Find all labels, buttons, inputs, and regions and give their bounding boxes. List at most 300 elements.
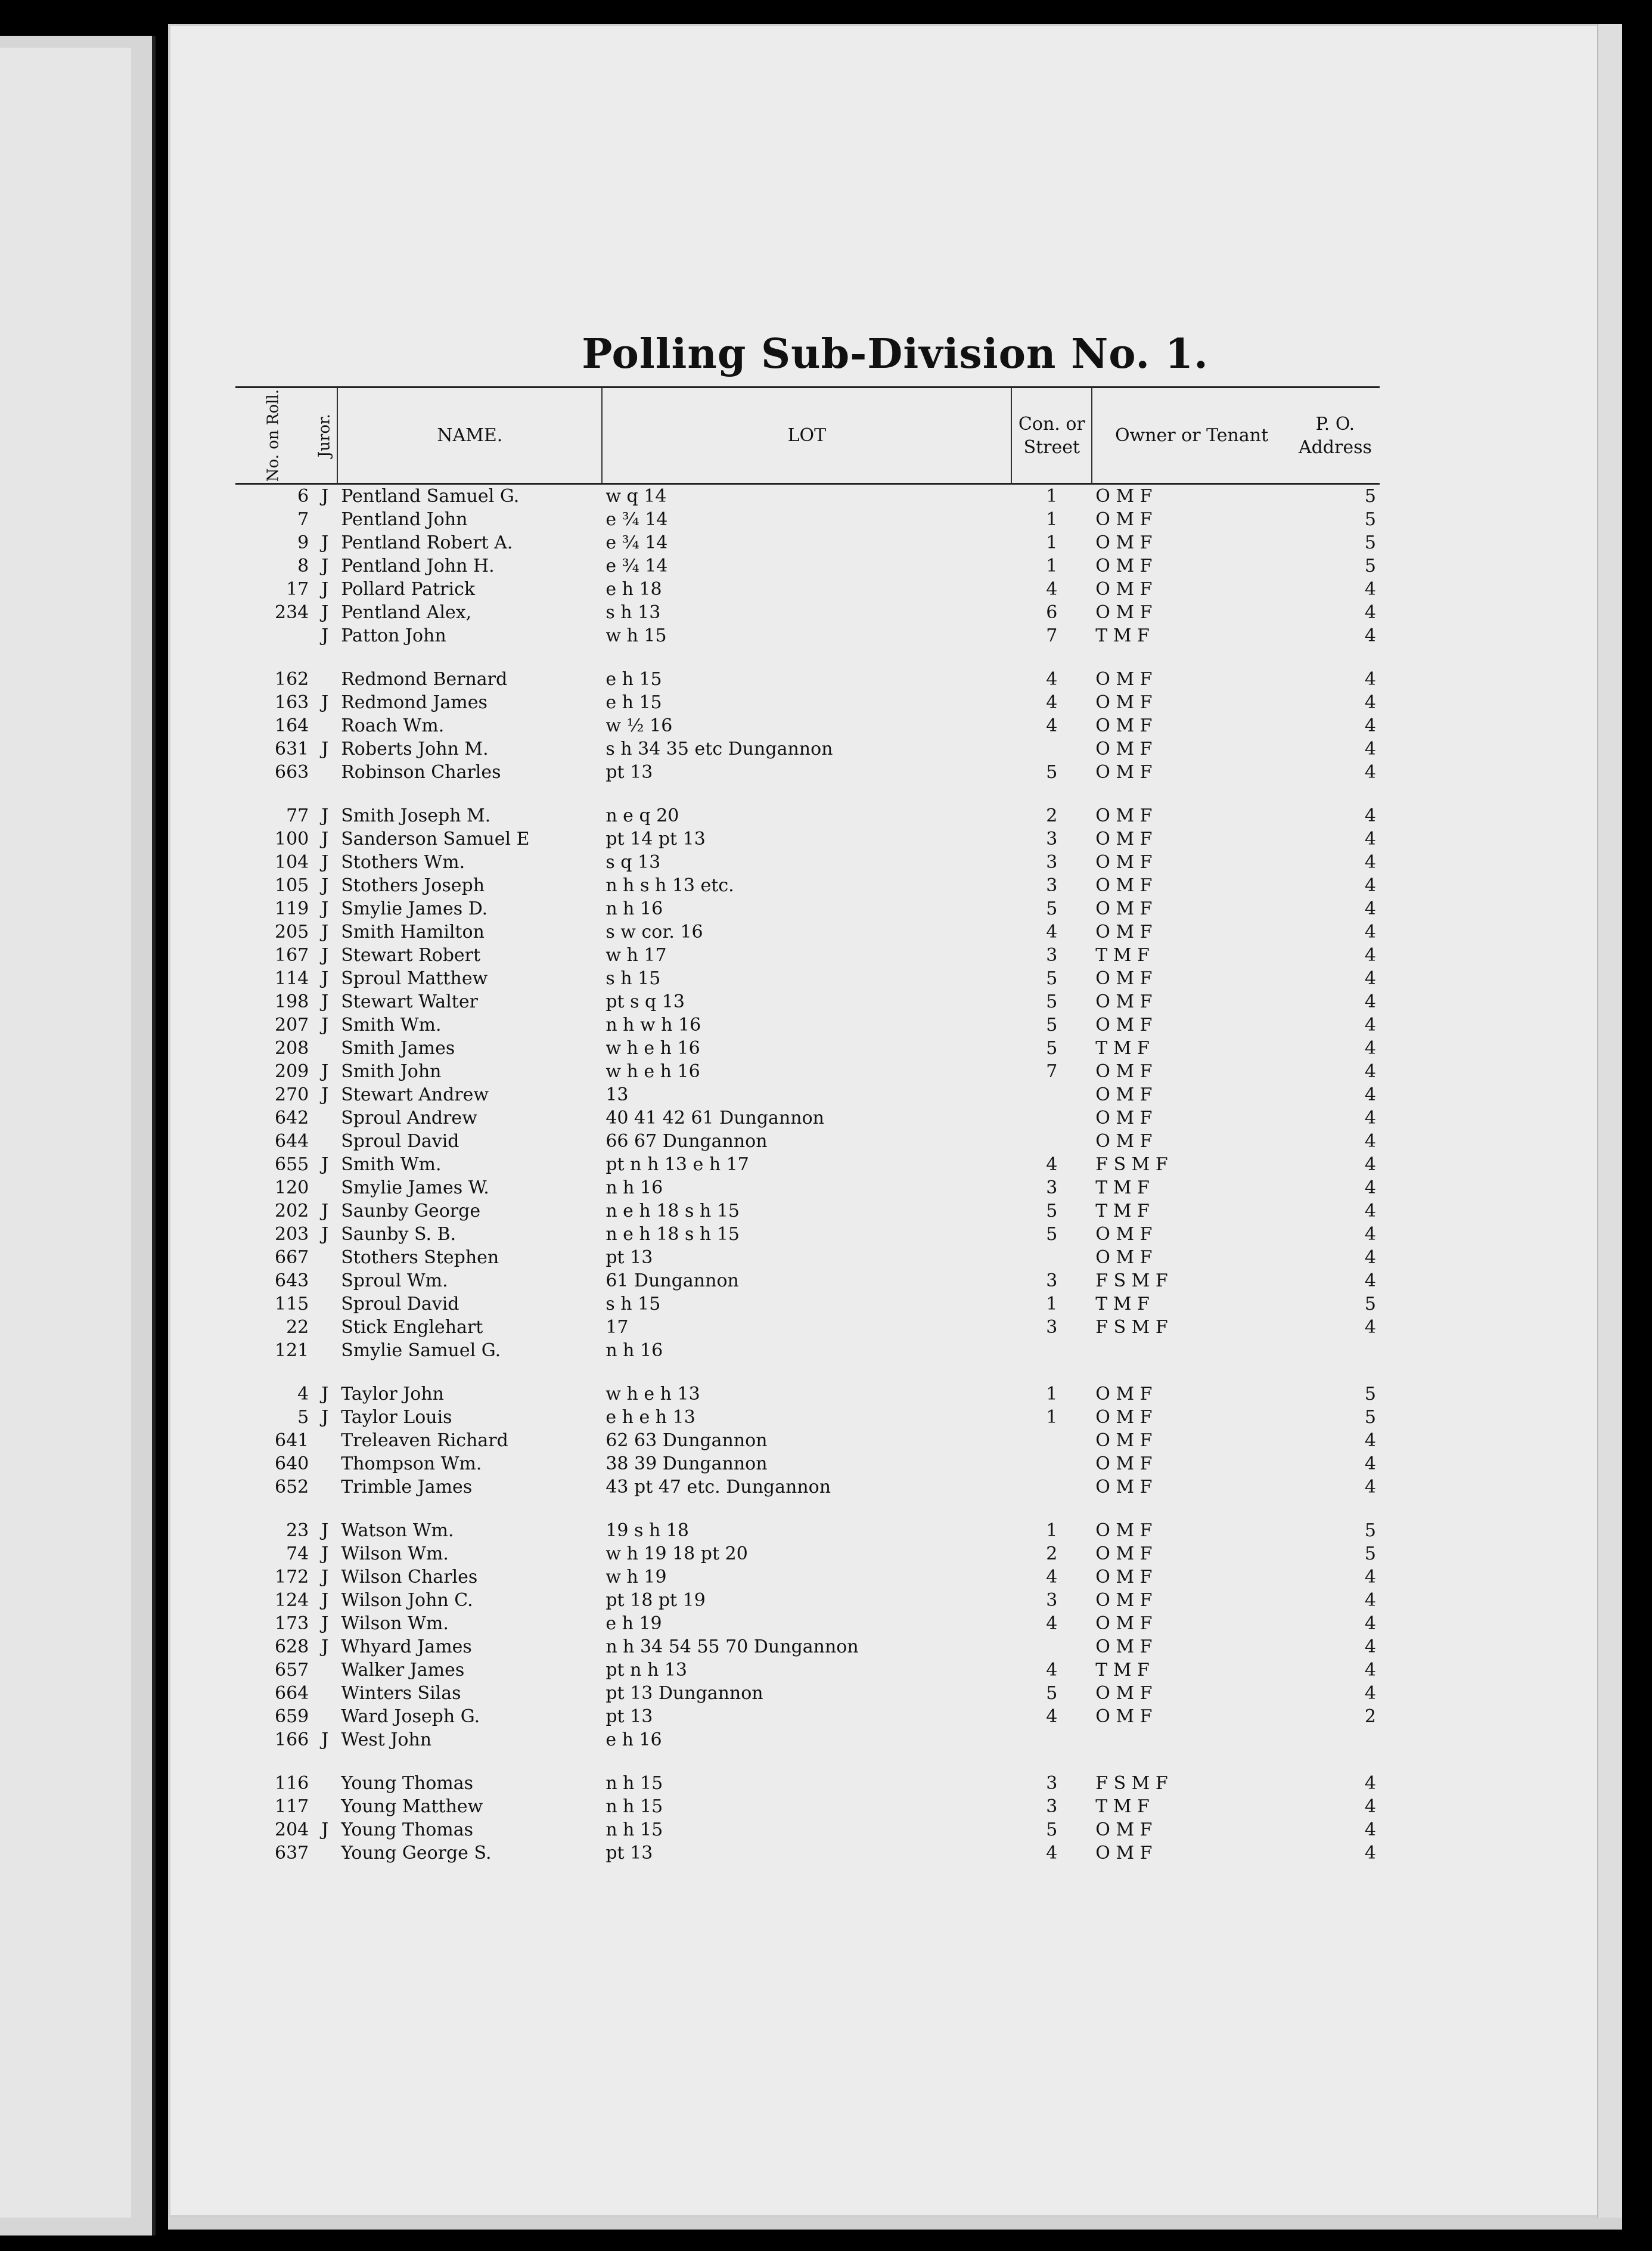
cell-j bbox=[312, 1772, 337, 1795]
cell-own: O M F bbox=[1095, 1015, 1153, 1036]
cell-own: O M F bbox=[1095, 1843, 1153, 1864]
table-row bbox=[235, 1658, 1380, 1682]
group-spacer bbox=[235, 1499, 1380, 1519]
cell-con: 1 bbox=[1046, 1407, 1058, 1428]
cell-no: 124 bbox=[274, 1590, 309, 1611]
cell-po: 4 bbox=[1364, 1061, 1376, 1083]
cell-j: J bbox=[321, 1061, 329, 1083]
cell-j bbox=[312, 1658, 337, 1682]
spacer-cell bbox=[235, 1499, 1380, 1519]
cell-no: 119 bbox=[274, 898, 309, 920]
cell-j bbox=[312, 1316, 337, 1339]
cell-con: 3 bbox=[1046, 1796, 1058, 1818]
cell-lot: n h w h 16 bbox=[605, 1015, 701, 1036]
cell-po: 4 bbox=[1364, 968, 1376, 990]
cell-con bbox=[1011, 1452, 1092, 1475]
cell-con: 1 bbox=[1046, 1520, 1058, 1542]
cell-name: Wilson Charles bbox=[341, 1567, 478, 1588]
cell-po: 4 bbox=[1364, 692, 1376, 714]
cell-con bbox=[1011, 737, 1092, 761]
cell-lot: e h 19 bbox=[605, 1613, 662, 1635]
cell-name: Smith Wm. bbox=[341, 1015, 442, 1036]
table-row bbox=[235, 967, 1380, 990]
cell-con: 5 bbox=[1046, 968, 1058, 990]
table-body bbox=[235, 484, 1380, 1865]
cell-no: 198 bbox=[274, 991, 309, 1013]
cell-no: 163 bbox=[274, 692, 309, 714]
table-row bbox=[235, 601, 1380, 624]
table-row bbox=[235, 1475, 1380, 1499]
cell-no: 205 bbox=[274, 922, 309, 943]
cell-name: Pollard Patrick bbox=[341, 579, 476, 600]
cell-name: Roach Wm. bbox=[341, 715, 445, 737]
cell-name: Trimble James bbox=[341, 1477, 473, 1498]
cell-own: O M F bbox=[1095, 579, 1153, 600]
cell-lot: pt 13 bbox=[605, 762, 653, 783]
cell-name: Wilson Wm. bbox=[341, 1543, 449, 1565]
cell-j bbox=[312, 1269, 337, 1292]
cell-own: O M F bbox=[1095, 829, 1153, 850]
cell-j bbox=[312, 1795, 337, 1818]
cell-no: 105 bbox=[274, 875, 309, 897]
cell-name: West John bbox=[341, 1729, 432, 1751]
table-row bbox=[235, 554, 1380, 578]
cell-j: J bbox=[321, 1567, 329, 1588]
cell-j bbox=[312, 1037, 337, 1060]
cell-own: F S M F bbox=[1095, 1270, 1168, 1292]
cell-name: Taylor Louis bbox=[341, 1407, 452, 1428]
cell-po: 5 bbox=[1364, 1543, 1376, 1565]
cell-j: J bbox=[321, 1636, 329, 1658]
cell-con: 3 bbox=[1046, 1590, 1058, 1611]
table-row bbox=[235, 1542, 1380, 1565]
table-row bbox=[235, 1589, 1380, 1612]
cell-own: O M F bbox=[1095, 1613, 1153, 1635]
cell-po: 4 bbox=[1364, 829, 1376, 850]
cell-po: 5 bbox=[1364, 1407, 1376, 1428]
cell-name: Saunby S. B. bbox=[341, 1224, 457, 1245]
cell-po: 4 bbox=[1364, 1773, 1376, 1794]
cell-con: 5 bbox=[1046, 1038, 1058, 1059]
cell-lot: pt 18 pt 19 bbox=[605, 1590, 706, 1611]
cell-j: J bbox=[321, 1543, 329, 1565]
cell-name: Smylie James W. bbox=[341, 1177, 489, 1199]
table-row bbox=[235, 1635, 1380, 1658]
table-row bbox=[235, 1772, 1380, 1795]
cell-own: O M F bbox=[1095, 509, 1153, 531]
table-row bbox=[235, 1153, 1380, 1176]
cell-con: 3 bbox=[1046, 875, 1058, 897]
cell-po: 4 bbox=[1364, 602, 1376, 624]
cell-con: 4 bbox=[1046, 1843, 1058, 1864]
cell-po: 4 bbox=[1364, 1084, 1376, 1106]
cell-own: O M F bbox=[1095, 1706, 1153, 1728]
cell-j: J bbox=[321, 1224, 329, 1245]
cell-name: Sproul David bbox=[341, 1294, 459, 1315]
cell-j: J bbox=[321, 486, 329, 507]
cell-no: 104 bbox=[274, 852, 309, 873]
cell-own: O M F bbox=[1095, 692, 1153, 714]
cell-no: 208 bbox=[274, 1038, 309, 1059]
cell-no: 114 bbox=[274, 968, 309, 990]
cell-no: 8 bbox=[297, 556, 309, 577]
cell-name: Pentland John H. bbox=[341, 556, 495, 577]
cell-po: 4 bbox=[1364, 1038, 1376, 1059]
cell-con: 4 bbox=[1046, 579, 1058, 600]
cell-lot: w h 19 18 pt 20 bbox=[605, 1543, 748, 1565]
cell-po: 5 bbox=[1364, 532, 1376, 554]
cell-con: 4 bbox=[1046, 1567, 1058, 1588]
cell-lot: s h 34 35 etc Dungannon bbox=[605, 739, 833, 760]
cell-po: 4 bbox=[1364, 1567, 1376, 1588]
cell-lot: n h 15 bbox=[605, 1773, 663, 1794]
cell-j: J bbox=[321, 1407, 329, 1428]
cell-name: Sproul Wm. bbox=[341, 1270, 448, 1292]
cell-lot: s h 15 bbox=[605, 1294, 661, 1315]
table-row bbox=[235, 714, 1380, 737]
cell-lot: e ¾ 14 bbox=[605, 532, 668, 554]
cell-name: Sproul Matthew bbox=[341, 968, 488, 990]
cell-lot: w ½ 16 bbox=[605, 715, 673, 737]
cell-no: 643 bbox=[274, 1270, 309, 1292]
cell-lot: w h 15 bbox=[605, 625, 667, 647]
cell-con: 1 bbox=[1046, 532, 1058, 554]
cell-name: Redmond Bernard bbox=[341, 669, 508, 690]
cell-po: 4 bbox=[1364, 1154, 1376, 1176]
cell-j bbox=[312, 1176, 337, 1199]
table-row bbox=[235, 737, 1380, 761]
cell-po: 4 bbox=[1364, 1108, 1376, 1129]
cell-lot: w h e h 16 bbox=[605, 1061, 700, 1083]
cell-j bbox=[312, 714, 337, 737]
cell-lot: e h 16 bbox=[605, 1729, 662, 1751]
cell-po: 5 bbox=[1364, 1520, 1376, 1542]
cell-j: J bbox=[321, 945, 329, 966]
cell-con: 7 bbox=[1046, 625, 1058, 647]
table-header-row bbox=[235, 387, 1380, 484]
cell-j: J bbox=[321, 556, 329, 577]
cell-po: 2 bbox=[1364, 1706, 1376, 1728]
cell-j: J bbox=[321, 875, 329, 897]
cell-own bbox=[1092, 1728, 1291, 1751]
cell-name: Thompson Wm. bbox=[341, 1453, 482, 1475]
cell-po: 5 bbox=[1364, 556, 1376, 577]
cell-own: O M F bbox=[1095, 898, 1153, 920]
cell-j bbox=[312, 1429, 337, 1452]
cell-name: Wilson John C. bbox=[341, 1590, 473, 1611]
table-row bbox=[235, 484, 1380, 509]
cell-con: 4 bbox=[1046, 1613, 1058, 1635]
spacer-cell bbox=[235, 647, 1380, 668]
cell-j: J bbox=[321, 1590, 329, 1611]
cell-con: 1 bbox=[1046, 556, 1058, 577]
cell-con: 5 bbox=[1046, 1224, 1058, 1245]
table-row bbox=[235, 1292, 1380, 1316]
cell-name: Stothers Stephen bbox=[341, 1247, 499, 1269]
cell-own: T M F bbox=[1095, 1660, 1150, 1681]
cell-name: Winters Silas bbox=[341, 1683, 461, 1704]
cell-j: J bbox=[321, 692, 329, 714]
cell-no: 120 bbox=[274, 1177, 309, 1199]
page-title: Polling Sub-Division No. 1. bbox=[582, 330, 1209, 378]
cell-lot: pt 13 bbox=[605, 1706, 653, 1728]
cell-own: O M F bbox=[1095, 1453, 1153, 1475]
cell-lot: s q 13 bbox=[605, 852, 661, 873]
cell-j bbox=[312, 1682, 337, 1705]
cell-own: T M F bbox=[1095, 1201, 1150, 1222]
cell-lot: s h 15 bbox=[605, 968, 661, 990]
cell-po: 4 bbox=[1364, 1613, 1376, 1635]
header-lot: LOT bbox=[602, 387, 1011, 484]
cell-no: 17 bbox=[286, 579, 309, 600]
cell-con: 4 bbox=[1046, 922, 1058, 943]
cell-con bbox=[1011, 1130, 1092, 1153]
cell-lot: e h 18 bbox=[605, 579, 662, 600]
cell-j bbox=[312, 1475, 337, 1499]
cell-own: O M F bbox=[1095, 805, 1153, 827]
cell-own: O M F bbox=[1095, 1567, 1153, 1588]
cell-con: 2 bbox=[1046, 1543, 1058, 1565]
cell-own: O M F bbox=[1095, 1636, 1153, 1658]
cell-own: O M F bbox=[1095, 1477, 1153, 1498]
cell-no: 77 bbox=[286, 805, 309, 827]
table-row bbox=[235, 1519, 1380, 1542]
table-row bbox=[235, 1728, 1380, 1751]
cell-lot: 38 39 Dungannon bbox=[605, 1453, 768, 1475]
cell-j bbox=[312, 1246, 337, 1269]
cell-j bbox=[312, 508, 337, 531]
table-row bbox=[235, 531, 1380, 554]
spacer-cell bbox=[235, 1751, 1380, 1772]
cell-own: O M F bbox=[1095, 556, 1153, 577]
cell-con: 1 bbox=[1046, 1384, 1058, 1405]
cell-lot: pt 13 bbox=[605, 1247, 653, 1269]
cell-no: 667 bbox=[274, 1247, 309, 1269]
cell-j: J bbox=[321, 1613, 329, 1635]
cell-po: 4 bbox=[1364, 1015, 1376, 1036]
cell-po: 4 bbox=[1364, 1683, 1376, 1704]
cell-no: 628 bbox=[274, 1636, 309, 1658]
cell-name: Treleaven Richard bbox=[341, 1430, 508, 1452]
voters-list-table bbox=[235, 386, 1380, 1865]
cell-no: 641 bbox=[274, 1430, 309, 1452]
cell-po: 4 bbox=[1364, 1430, 1376, 1452]
cell-po: 4 bbox=[1364, 1270, 1376, 1292]
cell-own: O M F bbox=[1095, 715, 1153, 737]
cell-po: 5 bbox=[1364, 1384, 1376, 1405]
cell-con: 6 bbox=[1046, 602, 1058, 624]
cell-j: J bbox=[321, 805, 329, 827]
cell-po: 4 bbox=[1364, 922, 1376, 943]
cell-name: Smith James bbox=[341, 1038, 455, 1059]
cell-no: 203 bbox=[274, 1224, 309, 1245]
cell-own: O M F bbox=[1095, 602, 1153, 624]
table-row bbox=[235, 827, 1380, 851]
cell-po: 4 bbox=[1364, 1819, 1376, 1841]
cell-j bbox=[312, 1130, 337, 1153]
table-row bbox=[235, 1841, 1380, 1865]
cell-po: 4 bbox=[1364, 898, 1376, 920]
cell-no: 652 bbox=[274, 1477, 309, 1498]
cell-no: 7 bbox=[297, 509, 309, 531]
cell-lot: n h 15 bbox=[605, 1796, 663, 1818]
cell-lot: 19 s h 18 bbox=[605, 1520, 689, 1542]
cell-lot: pt n h 13 e h 17 bbox=[605, 1154, 749, 1176]
cell-con: 1 bbox=[1046, 1294, 1058, 1315]
cell-own: O M F bbox=[1095, 739, 1153, 760]
group-spacer bbox=[235, 647, 1380, 668]
cell-no: 642 bbox=[274, 1108, 309, 1129]
cell-own: O M F bbox=[1095, 875, 1153, 897]
cell-con: 1 bbox=[1046, 486, 1058, 507]
cell-po bbox=[1291, 1339, 1380, 1362]
table-row bbox=[235, 1612, 1380, 1635]
cell-own: O M F bbox=[1095, 991, 1153, 1013]
table-row bbox=[235, 624, 1380, 647]
table-row bbox=[235, 578, 1380, 601]
cell-no: 657 bbox=[274, 1660, 309, 1681]
cell-j bbox=[312, 1339, 337, 1362]
table-row bbox=[235, 851, 1380, 874]
cell-j: J bbox=[321, 625, 329, 647]
header-con: Con. or Street bbox=[1011, 387, 1092, 484]
cell-con: 5 bbox=[1046, 762, 1058, 783]
cell-no: 172 bbox=[274, 1567, 309, 1588]
cell-name: Watson Wm. bbox=[341, 1520, 454, 1542]
cell-lot: w h 19 bbox=[605, 1567, 667, 1588]
cell-lot: n h 16 bbox=[605, 1340, 663, 1362]
table-row bbox=[235, 1176, 1380, 1199]
cell-no: 100 bbox=[274, 829, 309, 850]
cell-lot: e h 15 bbox=[605, 669, 662, 690]
cell-j: J bbox=[321, 852, 329, 873]
cell-no: 655 bbox=[274, 1154, 309, 1176]
cell-no: 640 bbox=[274, 1453, 309, 1475]
cell-j bbox=[312, 1292, 337, 1316]
cell-con: 4 bbox=[1046, 692, 1058, 714]
cell-no: 23 bbox=[286, 1520, 309, 1542]
group-spacer bbox=[235, 1362, 1380, 1382]
cell-con: 4 bbox=[1046, 1660, 1058, 1681]
table-row bbox=[235, 944, 1380, 967]
cell-lot: w q 14 bbox=[605, 486, 667, 507]
cell-lot: pt n h 13 bbox=[605, 1660, 687, 1681]
cell-no: 202 bbox=[274, 1201, 309, 1222]
table-row bbox=[235, 1565, 1380, 1589]
cell-po: 4 bbox=[1364, 1201, 1376, 1222]
table-row bbox=[235, 874, 1380, 897]
cell-j: J bbox=[321, 1154, 329, 1176]
cell-con: 7 bbox=[1046, 1061, 1058, 1083]
cell-lot: e ¾ 14 bbox=[605, 556, 668, 577]
cell-own: O M F bbox=[1095, 852, 1153, 873]
cell-po: 4 bbox=[1364, 852, 1376, 873]
cell-con: 5 bbox=[1046, 1819, 1058, 1841]
cell-own: O M F bbox=[1095, 1224, 1153, 1245]
cell-name: Taylor John bbox=[341, 1384, 444, 1405]
cell-po: 4 bbox=[1364, 762, 1376, 783]
cell-j: J bbox=[321, 602, 329, 624]
table-row bbox=[235, 1705, 1380, 1728]
cell-no: 207 bbox=[274, 1015, 309, 1036]
cell-con bbox=[1011, 1728, 1092, 1751]
cell-j: J bbox=[321, 1819, 329, 1841]
table-row bbox=[235, 1452, 1380, 1475]
cell-name: Whyard James bbox=[341, 1636, 472, 1658]
cell-lot: w h e h 13 bbox=[605, 1384, 700, 1405]
cell-own: O M F bbox=[1095, 1819, 1153, 1841]
table-row bbox=[235, 691, 1380, 714]
cell-po: 4 bbox=[1364, 739, 1376, 760]
cell-lot: e h e h 13 bbox=[605, 1407, 695, 1428]
cell-po: 4 bbox=[1364, 715, 1376, 737]
table-row bbox=[235, 761, 1380, 784]
cell-po: 4 bbox=[1364, 1636, 1376, 1658]
cell-j: J bbox=[321, 532, 329, 554]
cell-no: 663 bbox=[274, 762, 309, 783]
cell-con: 3 bbox=[1046, 829, 1058, 850]
cell-con: 3 bbox=[1046, 945, 1058, 966]
cell-no: 74 bbox=[286, 1543, 309, 1565]
cell-name: Smith Joseph M. bbox=[341, 805, 491, 827]
cell-name: Young Matthew bbox=[341, 1796, 483, 1818]
header-owner: Owner or Tenant bbox=[1092, 387, 1291, 484]
cell-own: O M F bbox=[1095, 669, 1153, 690]
cell-no: 116 bbox=[274, 1773, 309, 1794]
cell-no: 631 bbox=[274, 739, 309, 760]
cell-po: 5 bbox=[1364, 509, 1376, 531]
cell-own: O M F bbox=[1095, 1543, 1153, 1565]
cell-con: 5 bbox=[1046, 991, 1058, 1013]
cell-own: F S M F bbox=[1095, 1317, 1168, 1338]
cell-con: 4 bbox=[1046, 715, 1058, 737]
table-row bbox=[235, 1339, 1380, 1362]
cell-lot: 13 bbox=[605, 1084, 629, 1106]
header-juror: Juror. bbox=[312, 387, 337, 484]
cell-lot: w h 17 bbox=[605, 945, 667, 966]
cell-con: 4 bbox=[1046, 1706, 1058, 1728]
cell-name: Robinson Charles bbox=[341, 762, 501, 783]
cell-po: 4 bbox=[1364, 1317, 1376, 1338]
cell-own: T M F bbox=[1095, 1294, 1150, 1315]
cell-lot: 40 41 42 61 Dungannon bbox=[605, 1108, 824, 1129]
cell-po: 4 bbox=[1364, 1843, 1376, 1864]
spacer-cell bbox=[235, 784, 1380, 804]
cell-name: Patton John bbox=[341, 625, 446, 647]
table-row bbox=[235, 1223, 1380, 1246]
table-row bbox=[235, 990, 1380, 1013]
table-row bbox=[235, 668, 1380, 691]
cell-po: 4 bbox=[1364, 1131, 1376, 1152]
cell-po: 5 bbox=[1364, 486, 1376, 507]
table-row bbox=[235, 897, 1380, 920]
cell-con: 5 bbox=[1046, 1683, 1058, 1704]
cell-j: J bbox=[321, 898, 329, 920]
cell-name: Smith Hamilton bbox=[341, 922, 485, 943]
cell-no: 204 bbox=[274, 1819, 309, 1841]
cell-name: Young Thomas bbox=[341, 1773, 473, 1794]
table-row bbox=[235, 1429, 1380, 1452]
cell-con: 3 bbox=[1046, 852, 1058, 873]
cell-j: J bbox=[321, 922, 329, 943]
cell-po: 4 bbox=[1364, 991, 1376, 1013]
cell-lot: n e q 20 bbox=[605, 805, 679, 827]
cell-own: O M F bbox=[1095, 1061, 1153, 1083]
cell-name: Saunby George bbox=[341, 1201, 481, 1222]
cell-lot: w h e h 16 bbox=[605, 1038, 700, 1059]
group-spacer bbox=[235, 1751, 1380, 1772]
cell-own: O M F bbox=[1095, 1084, 1153, 1106]
